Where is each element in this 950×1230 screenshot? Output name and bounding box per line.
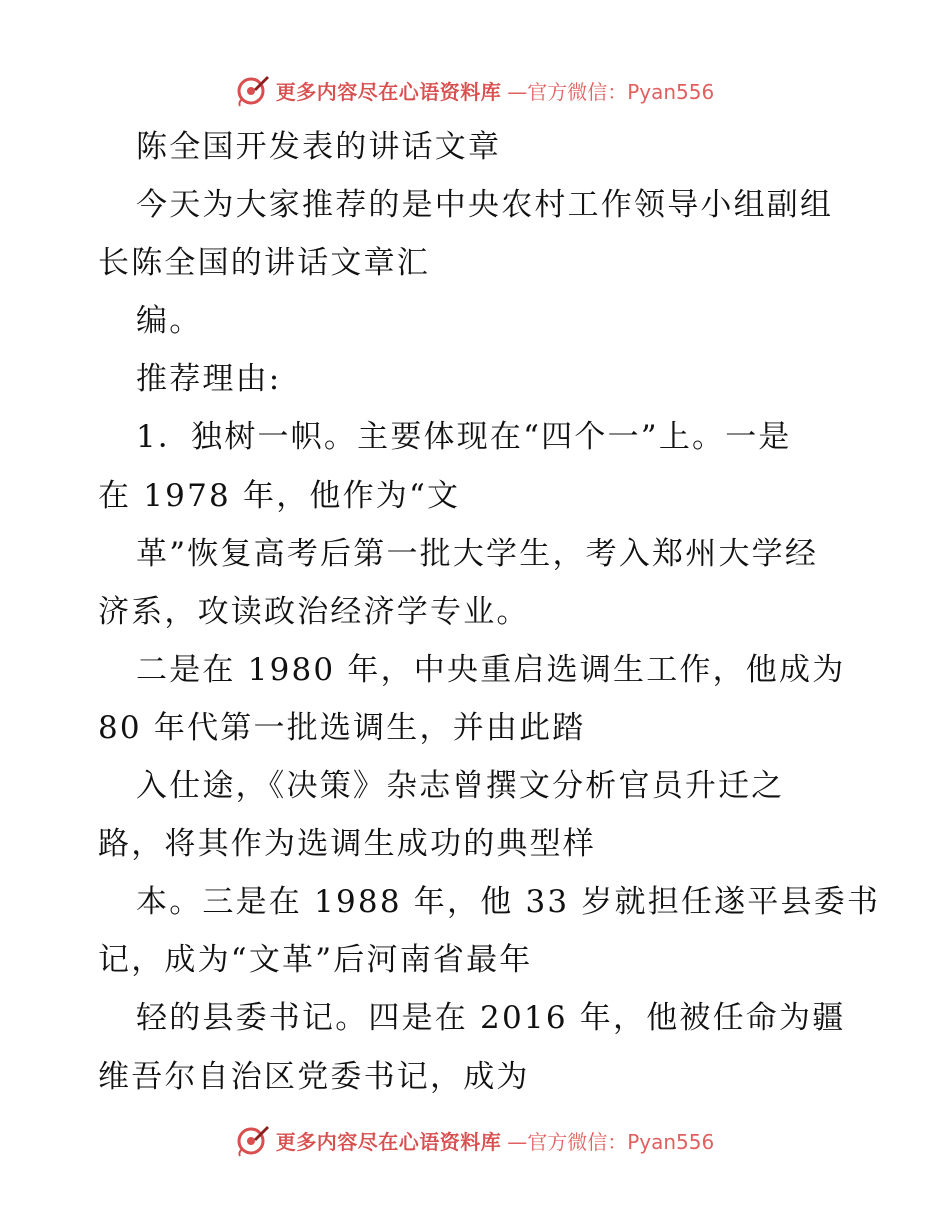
header-watermark (0, 72, 950, 108)
watermark-contact: —官方微信：Pyan556 (507, 79, 715, 104)
paragraph-line: 革”恢复高考后第一批大学生，考入郑州大学经 (136, 535, 819, 572)
paragraph-line: 80 年代第一批选调生，并由此踏 (98, 709, 586, 746)
paragraph-line: 济系，攻读政治经济学专业。 (98, 593, 530, 630)
paragraph-line: 路，将其作为选调生成功的典型样 (98, 826, 596, 863)
paragraph-line: 编。 (136, 303, 203, 340)
section-heading: 推荐理由: (136, 361, 282, 398)
paragraph-line: 1．独树一帜。主要体现在“四个一”上。一是 (136, 419, 792, 456)
paragraph-line: 二是在 1980 年，中央重启选调生工作，他成为 (136, 651, 846, 688)
paragraph-line: 记，成为“文革”后河南省最年 (98, 942, 533, 979)
logo-icon (236, 73, 270, 107)
footer-watermark (0, 1122, 950, 1158)
paragraph-line: 维吾尔自治区党委书记，成为 (98, 1058, 530, 1095)
paragraph-line: 长陈全国的讲话文章汇 (98, 245, 430, 282)
paragraph-line: 入仕途，《决策》杂志曾撰文分析官员升迁之 (136, 768, 785, 805)
paragraph-line: 本。三是在 1988 年，他 33 岁就担任遂平县委书 (136, 884, 881, 921)
watermark-contact: —官方微信：Pyan556 (507, 1129, 715, 1154)
paragraph-line: 在 1978 年，他作为“文 (98, 477, 461, 514)
logo-icon (236, 1123, 270, 1157)
document-body (98, 118, 881, 1106)
paragraph-line: 今天为大家推荐的是中央农村工作领导小组副组 (136, 187, 834, 224)
watermark-text: 更多内容尽在心语资料库 (275, 1129, 502, 1154)
paragraph-line: 轻的县委书记。四是在 2016 年，他被任命为疆 (136, 1000, 846, 1037)
watermark-text: 更多内容尽在心语资料库 (275, 79, 502, 104)
document-title: 陈全国开发表的讲话文章 (136, 129, 502, 165)
